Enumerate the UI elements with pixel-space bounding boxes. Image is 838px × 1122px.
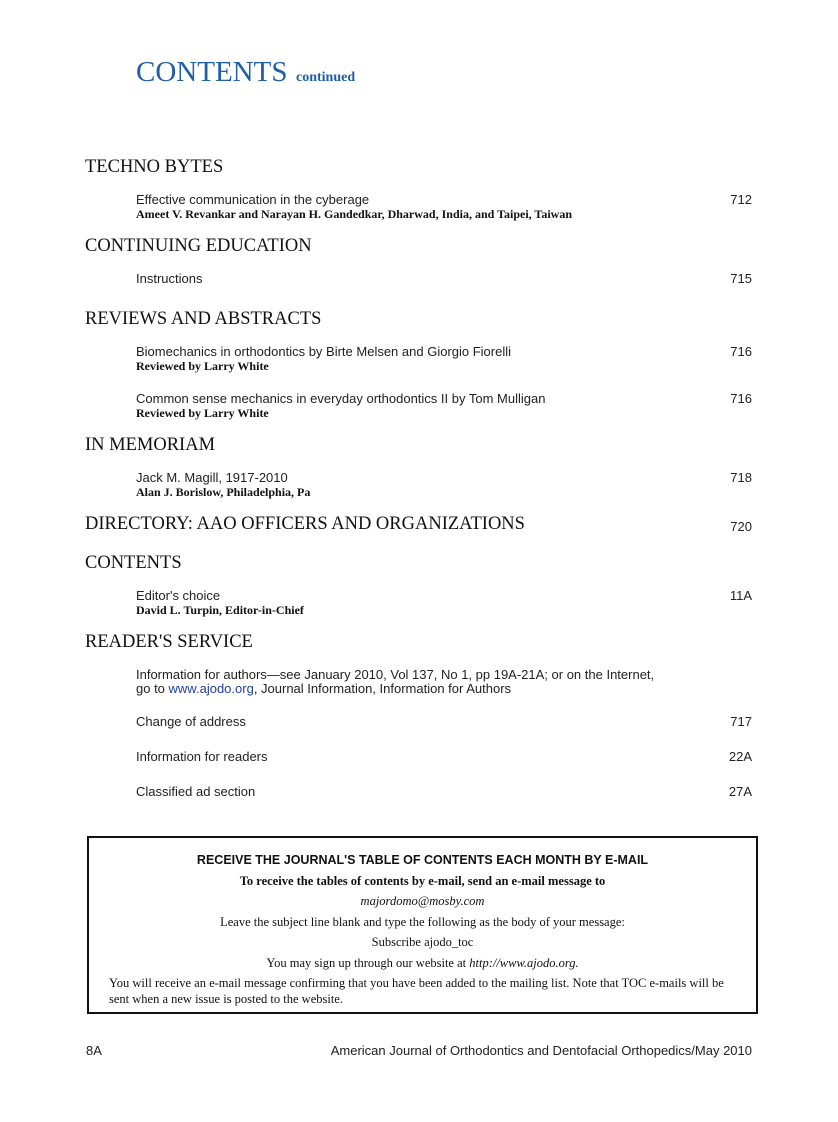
entry-title[interactable]: Editor's choice (136, 588, 221, 603)
entry-author: Alan J. Borislow, Philadelphia, Pa (136, 485, 311, 499)
entry-page: 718 (730, 470, 752, 485)
entry-text: Information for authors—see January 2010, Vol 137, No 1, pp 19A-21A; or on the Internet, (136, 667, 655, 682)
entry-text (136, 681, 511, 696)
section-heading: READER'S SERVICE (85, 632, 253, 652)
text: , Journal Information, Information for Authors (253, 681, 512, 696)
page-subtitle: continued (296, 70, 356, 85)
entry-title[interactable]: Classified ad section (136, 784, 256, 799)
entry-title[interactable]: Change of address (136, 714, 246, 729)
section-heading: REVIEWS AND ABSTRACTS (85, 309, 322, 329)
section-heading: IN MEMORIAM (85, 435, 216, 455)
section-heading: CONTENTS (85, 553, 182, 573)
entry-page: 720 (730, 519, 752, 534)
entry-page: 712 (730, 192, 752, 207)
text: go to (136, 681, 169, 696)
section-heading: TECHNO BYTES (85, 157, 224, 177)
entry-title[interactable]: Biomechanics in orthodontics by Birte Melsen and Giorgio Fiorelli (136, 344, 512, 359)
page-title: CONTENTS (136, 56, 288, 88)
entry-title[interactable]: Instructions (136, 271, 203, 286)
entry-page: 27A (728, 784, 752, 799)
entry-author: Reviewed by Larry White (136, 359, 269, 373)
entry-author: Reviewed by Larry White (136, 406, 269, 420)
entry-title[interactable]: Effective communication in the cyberage (136, 192, 370, 207)
entry-page: 717 (730, 714, 752, 729)
notice-email[interactable]: majordomo@mosby.com (360, 894, 485, 908)
entry-title[interactable]: Jack M. Magill, 1917-2010 (136, 470, 288, 485)
entry-author: Ameet V. Revankar and Narayan H. Gandedkar, Dharwad, India, and Taipei, Taiwan (136, 207, 573, 221)
website-link[interactable]: http://www.ajodo.org. (469, 955, 579, 970)
page-number: 8A (86, 1043, 102, 1058)
email-toc-notice (87, 836, 758, 1014)
entry-author: David L. Turpin, Editor-in-Chief (136, 603, 304, 617)
website-link[interactable]: www.ajodo.org (168, 681, 254, 696)
journal-footer: American Journal of Orthodontics and Dentofacial Orthopedics/May 2010 (330, 1043, 752, 1058)
entry-page: 11A (729, 588, 752, 603)
notice-line: Leave the subject line blank and type the following as the body of your message: (220, 914, 625, 929)
notice-command: Subscribe ajodo_toc (371, 935, 474, 949)
notice-line: To receive the tables of contents by e-mail, send an e-mail message to (239, 873, 606, 888)
text: You may sign up through our website at (266, 955, 470, 970)
entry-page: 716 (730, 391, 752, 406)
section-heading: CONTINUING EDUCATION (85, 236, 312, 256)
entry-page: 715 (730, 271, 752, 286)
notice-line (89, 953, 756, 974)
entry-title[interactable]: Information for readers (136, 749, 268, 764)
section-heading[interactable]: DIRECTORY: AAO OFFICERS AND ORGANIZATIONS (85, 514, 525, 534)
notice-heading: RECEIVE THE JOURNAL'S TABLE OF CONTENTS EACH MONTH BY E-MAIL (196, 853, 649, 867)
entry-page: 22A (728, 749, 752, 764)
entry-page: 716 (730, 344, 752, 359)
notice-line: You will receive an e-mail message confirming that you have been added to the mailing list. Note that TOC e-mails will be sent when a new issue is posted to the website. (109, 976, 724, 1006)
entry-title[interactable]: Common sense mechanics in everyday orthodontics II by Tom Mulligan (136, 391, 546, 406)
